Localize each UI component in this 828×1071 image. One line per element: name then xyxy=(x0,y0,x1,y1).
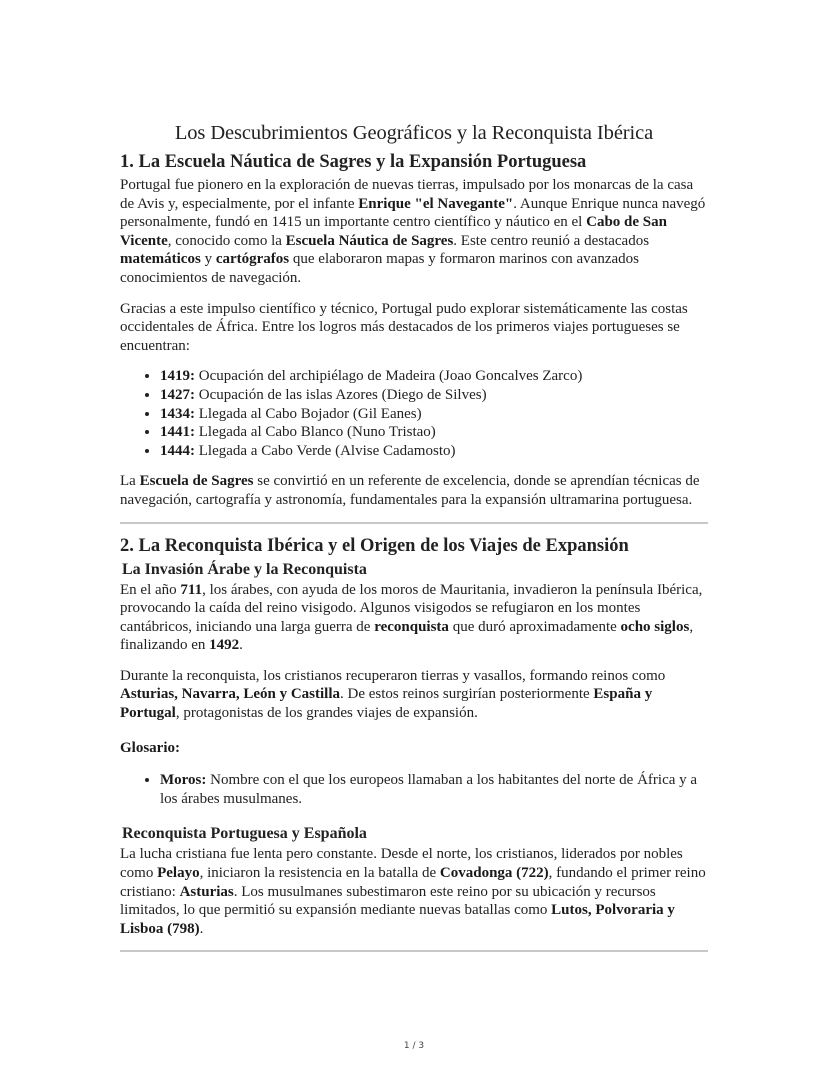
bold-text: Pelayo xyxy=(157,865,200,882)
text: se convirtió en un referente de excelencia, donde se aprendían técnicas de navegación, cartografía y astronomía, fundamentales para la expansión ultramarina portuguesa. xyxy=(120,473,700,508)
bold-text: Escuela Náutica de Sagres xyxy=(285,232,454,249)
paragraph xyxy=(120,667,708,723)
list-item xyxy=(160,771,708,808)
document-title: Los Descubrimientos Geográficos y la Reconquista Ibérica xyxy=(174,122,654,144)
text: , iniciaron la resistencia en la batalla de xyxy=(199,865,440,882)
bold-text: 711 xyxy=(180,581,203,598)
list-item xyxy=(160,405,708,424)
bold-text: cartógrafos xyxy=(215,251,290,268)
text: Llegada al Cabo Blanco (Nuno Tristao) xyxy=(195,424,436,441)
bold-text: Lutos, Polvoraria y Lisboa (798) xyxy=(120,902,675,937)
text: Portugal fue pionero en la exploración de nuevas tierras, impulsado por los monarcas de la casa de Avis y, especialmente, por el infante xyxy=(120,177,694,212)
bold-text: 1434: xyxy=(160,405,195,422)
paragraph xyxy=(120,176,708,288)
text: Durante la reconquista, los cristianos recuperaron tierras y vasallos, formando reinos como xyxy=(120,667,666,684)
text: que elaboraron mapas y formaron marinos con avanzados conocimientos de navegación. xyxy=(120,251,639,286)
text: , conocido como la xyxy=(167,232,286,249)
bold-text: 1444: xyxy=(160,442,195,459)
text: que duró aproximadamente xyxy=(448,618,621,635)
subsection-heading: Reconquista Portuguesa y Española xyxy=(122,825,367,843)
text: , fundando el primer reino cristiano: xyxy=(120,865,706,900)
subsection-heading: La Invasión Árabe y la Reconquista xyxy=(122,560,367,578)
bold-text: Escuela de Sagres xyxy=(139,473,254,490)
bold-text: 1441: xyxy=(160,424,195,441)
text: . De estos reinos surgirían posteriormente xyxy=(340,686,594,703)
page-indicator: 1 / 3 xyxy=(403,1041,425,1051)
glossary-list xyxy=(120,771,708,808)
text: y xyxy=(200,251,216,268)
bold-text: Asturias xyxy=(179,883,234,900)
text: , protagonistas de los grandes viajes de expansión. xyxy=(175,705,478,722)
list-item xyxy=(160,442,708,461)
voyages-list xyxy=(120,367,708,460)
text: Ocupación del archipiélago de Madeira (Joao Goncalves Zarco) xyxy=(195,368,583,385)
section-divider xyxy=(120,950,708,952)
bold-text: Cabo de San Vicente xyxy=(120,214,667,249)
paragraph xyxy=(120,472,708,509)
paragraph xyxy=(120,845,708,938)
text: , finalizando en xyxy=(120,618,694,654)
bold-text: 1419: xyxy=(160,368,195,385)
paragraph xyxy=(120,300,708,356)
text: La lucha cristiana fue lenta pero constante. Desde el norte, los cristianos, liderados por nobles como xyxy=(120,846,683,882)
list-item xyxy=(160,367,708,386)
text: . xyxy=(239,637,243,654)
text: Llegada a Cabo Verde (Alvise Cadamosto) xyxy=(195,442,456,459)
list-item xyxy=(160,386,708,405)
document-page xyxy=(120,120,708,962)
bold-text: reconquista xyxy=(374,618,449,635)
bold-text: ocho siglos xyxy=(620,618,690,635)
bold-text: Glosario: xyxy=(120,739,180,756)
paragraph xyxy=(120,581,708,655)
bold-text: matemáticos xyxy=(120,251,201,268)
bold-text: Covadonga (722) xyxy=(439,865,549,882)
bold-text: Moros: xyxy=(160,772,207,789)
bold-text: Asturias, Navarra, León y Castilla xyxy=(120,686,340,703)
text: . xyxy=(199,920,204,937)
text: . Este centro reunió a destacados xyxy=(453,232,650,249)
section-1-heading: 1. La Escuela Náutica de Sagres y la Expansión Portuguesa xyxy=(120,152,587,172)
text: En el año xyxy=(120,581,181,598)
text: Llegada al Cabo Bojador (Gil Eanes) xyxy=(195,405,422,422)
text: . Los musulmanes subestimaron este reino por su ubicación y recursos limitados, lo que permitió su expansión mediante nuevas batallas como xyxy=(120,883,656,919)
section-2-heading: 2. La Reconquista Ibérica y el Origen de los Viajes de Expansión xyxy=(120,535,629,556)
bold-text: 1427: xyxy=(160,386,195,403)
text: Gracias a este impulso científico y técnico, Portugal pudo explorar sistemáticamente las costas occidentales de África. Entre los logros más destacados de los primeros viajes portugueses se encuentran: xyxy=(120,300,688,354)
list-item xyxy=(160,423,708,442)
glossary-label xyxy=(120,739,708,758)
text: . Aunque Enrique nunca navegó personalmente, fundó en 1415 un importante centro científico y náutico en el xyxy=(120,195,706,231)
bold-text: España y Portugal xyxy=(120,686,653,722)
bold-text: 1492 xyxy=(209,637,240,654)
text: La xyxy=(120,473,140,490)
text: Nombre con el que los europeos llamaban a los habitantes del norte de África y a los árabes musulmanes. xyxy=(160,772,698,807)
section-divider xyxy=(120,522,708,524)
text: , los árabes, con ayuda de los moros de Mauritania, invadieron la península Ibérica, provocando la caída del reino visigodo. Algunos visigodos se refugiaron en los montes cantábricos, iniciando una larga guerra de xyxy=(120,581,703,635)
bold-text: Enrique "el Navegante" xyxy=(358,195,514,212)
text: Ocupación de las islas Azores (Diego de Silves) xyxy=(195,386,487,403)
